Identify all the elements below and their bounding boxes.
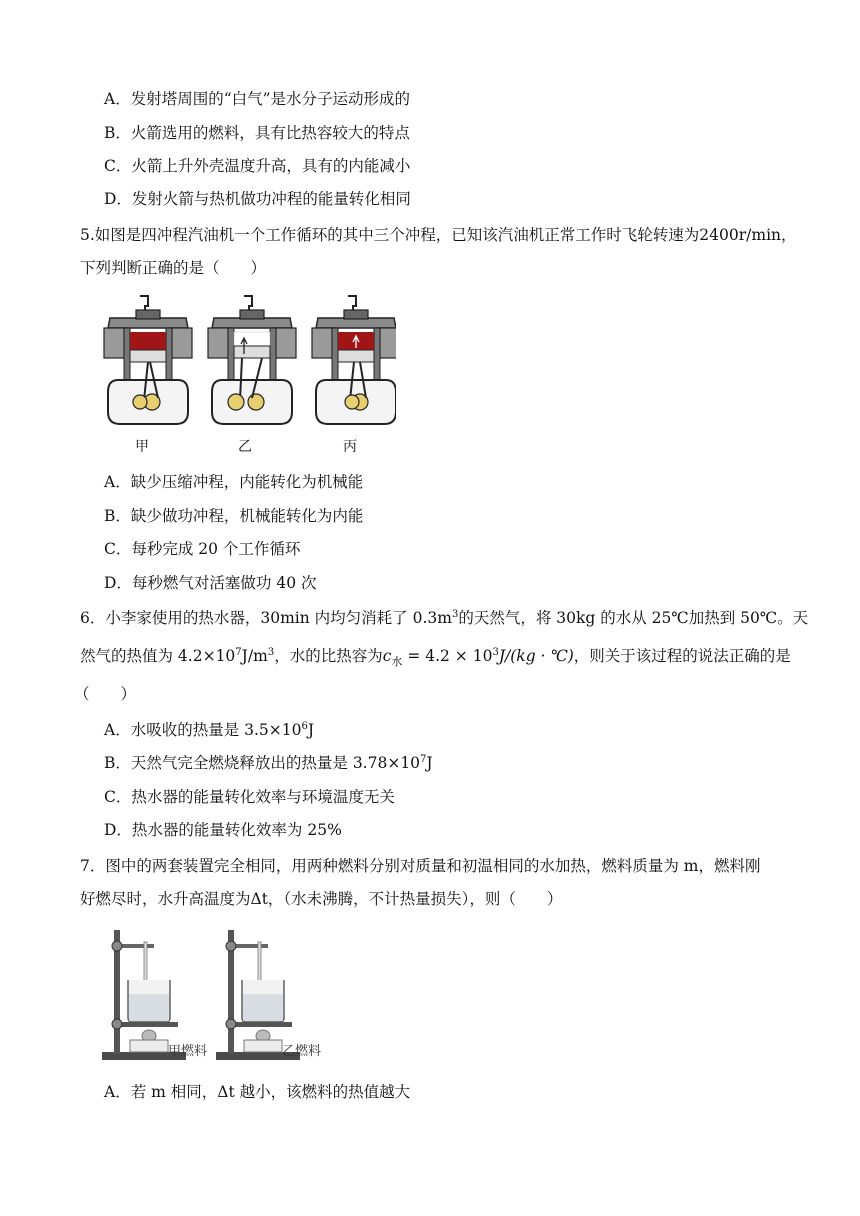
q4-option-a: A．发射塔周围的“白气”是水分子运动形成的 xyxy=(104,90,411,108)
q4-option-c: C．火箭上升外壳温度升高，具有的内能减小 xyxy=(104,157,411,175)
specific-heat-formula: $c_水 = 4.2 \times 10^3J/(kg$ · ℃) xyxy=(382,647,574,668)
fuel-label-jia: 甲燃料 xyxy=(168,1044,208,1059)
q5-option-a: A．缺少压缩冲程，内能转化为机械能 xyxy=(104,473,364,491)
engine-strokes-figure xyxy=(96,292,396,432)
q5-option-d: D．每秒燃气对活塞做功 40 次 xyxy=(104,574,317,592)
q6-stem-line1: 6．小李家使用的热水器，30min 内均匀消耗了 $0.3m^3$的天然气，将 30kg 的水从 25℃加热到 50℃。天 xyxy=(80,609,809,627)
q6-option-d: D．热水器的能量转化效率为 25% xyxy=(104,821,342,839)
q4-option-d: D．发射火箭与热机做功冲程的能量转化相同 xyxy=(104,190,411,208)
q5-option-b: B．缺少做功冲程，机械能转化为内能 xyxy=(104,507,364,525)
q4-option-b: B．火箭选用的燃料，具有比热容较大的特点 xyxy=(104,124,410,142)
engine-label-bing: 丙 xyxy=(343,439,357,455)
fuel-label-yi: 乙燃料 xyxy=(282,1044,322,1059)
q5-stem-line2: 下列判断正确的是（ ） xyxy=(80,259,267,277)
q5-stem-line1: 5.如图是四冲程汽油机一个工作循环的其中三个冲程，已知该汽油机正常工作时飞轮转速为2400r/min， xyxy=(80,226,797,244)
q6-option-a: A．水吸收的热量是 $3.5\times 10^6J$ xyxy=(104,721,315,739)
q7-stem-line2: 好燃尽时，水升高温度为Δt，（水未沸腾，不计热量损失），则（ ） xyxy=(80,890,563,908)
engine-label-jia: 甲 xyxy=(135,439,149,455)
q6-stem-line3: （ ） xyxy=(74,685,137,703)
engine-label-yi: 乙 xyxy=(238,439,252,455)
q5-option-c: C．每秒完成 20 个工作循环 xyxy=(104,540,301,558)
q7-option-a: A．若 m 相同，Δt 越小，该燃料的热值越大 xyxy=(104,1083,411,1101)
q6-stem-line2: 然气的热值为 $4.2\times 10^7J/m^3$，水的比热容为$c_水 = 4.2 \times 10^3J/(kg$ · ℃)，则关于该过程的说法正确的是 xyxy=(80,647,791,668)
q7-stem-line1: 7．图中的两套装置完全相同，用两种燃料分别对质量和初温相同的水加热，燃料质量为 m，燃料刚 xyxy=(80,857,761,875)
q6-option-c: C．热水器的能量转化效率与环境温度无关 xyxy=(104,788,395,806)
q6-option-b: B．天然气完全燃烧释放出的热量是 $3.78\times 10^7J$ xyxy=(104,754,433,772)
